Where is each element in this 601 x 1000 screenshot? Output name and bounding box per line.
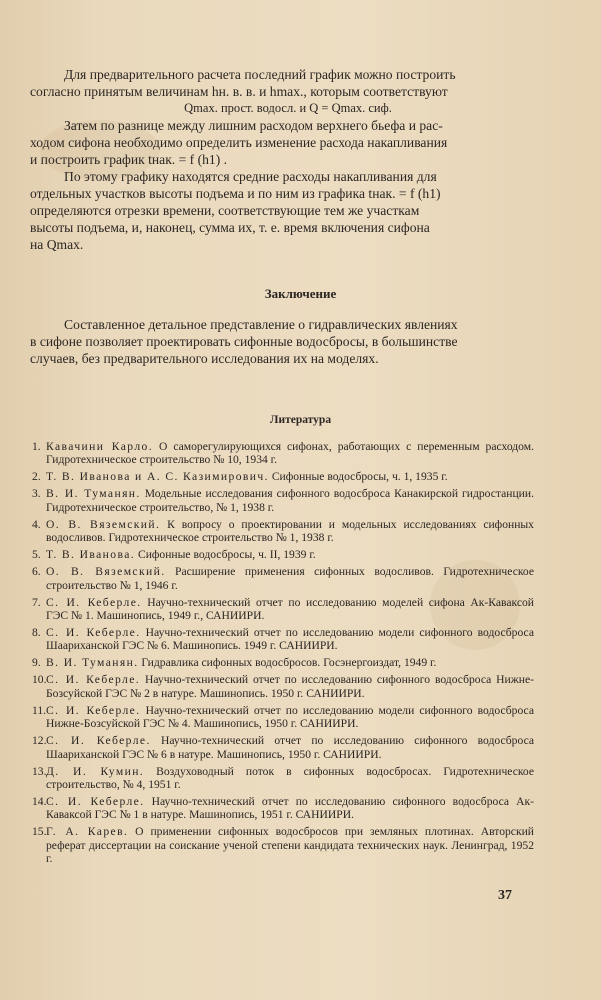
literature-item bbox=[32, 795, 534, 822]
literature-item-number: 3. bbox=[32, 487, 41, 501]
literature-item-author: Г. А. Карев. bbox=[46, 825, 129, 839]
literature-item-number: 14. bbox=[32, 795, 47, 809]
literature-item-number: 10. bbox=[32, 673, 47, 687]
literature-item-text bbox=[46, 673, 534, 700]
literature-item bbox=[32, 565, 534, 592]
intro-line: ходом сифона необходимо определить изменение расхода накапливания bbox=[30, 135, 448, 150]
literature-item-text bbox=[46, 518, 534, 545]
literature-item-author: С. И. Кеберле. bbox=[46, 703, 141, 717]
literature-item-body: Воздуховодный поток в сифонных водосбросах. Гидротехническое строительство, № 4, 1951 г. bbox=[46, 764, 535, 792]
literature-item-text bbox=[46, 795, 534, 822]
literature-item-text bbox=[46, 704, 534, 731]
literature-item-author: В. И. Туманян. bbox=[46, 487, 141, 501]
literature-item-number: 5. bbox=[32, 548, 41, 562]
literature-item-number: 8. bbox=[32, 626, 41, 640]
literature-list bbox=[32, 440, 534, 869]
literature-item-number: 1. bbox=[32, 440, 41, 453]
literature-item-body: Гидравлика сифонных водосбросов. Госэнергоиздат, 1949 г. bbox=[141, 656, 437, 670]
literature-item-number: 4. bbox=[32, 517, 41, 531]
literature-item-text bbox=[46, 548, 534, 561]
literature-item bbox=[32, 673, 534, 700]
literature-item-author: С. И. Кеберле. bbox=[46, 795, 145, 809]
literature-item bbox=[32, 596, 534, 623]
literature-item-number: 7. bbox=[32, 595, 41, 609]
literature-item-text bbox=[46, 440, 534, 467]
literature-item-body: Научно-технический отчет по исследованию модели сифонного водосброса Шаариханской ГЭС № 6. Машинопись. 1949 г. САНИИРИ. bbox=[46, 626, 534, 653]
literature-item-author: С. И. Кеберле. bbox=[46, 595, 142, 609]
literature-item bbox=[32, 487, 534, 514]
literature-item bbox=[32, 825, 534, 865]
intro-line: согласно принятым величинам hн. в. в. и hmax., которым соответствуют bbox=[30, 84, 448, 99]
literature-item-number: 9. bbox=[32, 656, 41, 670]
conclusion-line: в сифоне позволяет проектировать сифонные водосбросы, в большинстве bbox=[30, 334, 458, 349]
literature-item-number: 15. bbox=[32, 825, 47, 839]
literature-item bbox=[32, 734, 534, 761]
literature-item-number: 11. bbox=[32, 703, 47, 717]
literature-item-body: Модельные исследования сифонного водосброса Канакирской гидростанции. Гидротехническое строительство, № 1, 1938 г. bbox=[46, 487, 534, 514]
literature-item-text bbox=[46, 825, 534, 865]
conclusion-line: случаев, без предварительного исследования их на моделях. bbox=[30, 351, 379, 366]
literature-item-body: О саморегулирующихся сифонах, работающих с переменным расходом. Гидротехническое строительство № 10, 1934 г. bbox=[46, 440, 534, 467]
literature-item-body: Научно-технический отчет по исследованию сифонного водосброса Нижне-Бозсуйской ГЭС № 2 в натуре. Машинопись. 1950 г. САНИИРИ. bbox=[46, 673, 534, 700]
literature-item bbox=[32, 440, 534, 467]
literature-item-body: Научно-технический отчет по исследованию модели сифонного водосброса Нижне-Бозсуйской ГЭС № 4. Машинопись, 1950 г. САНИИРИ. bbox=[46, 703, 534, 731]
literature-item-body: Научно-технический отчет по исследованию моделей сифона Ак-Каваксой ГЭС № 1. Машинопись, 1949 г., САНИИРИ. bbox=[46, 595, 534, 623]
literature-item-body: Научно-технический отчет по исследованию сифонного водосброса Шаариханской ГЭС № 6 в натуре. Машинопись, 1950 г. САНИИРИ. bbox=[46, 734, 534, 761]
literature-item-author: С. И. Кеберле. bbox=[46, 673, 141, 687]
intro-line: высоты подъема, и, наконец, сумма их, т. е. время включения сифона bbox=[30, 220, 430, 235]
literature-item-number: 2. bbox=[32, 470, 41, 484]
literature-item-text bbox=[46, 626, 534, 653]
formula-line: Qmax. прост. водосл. и Q = Qmax. сиф. bbox=[184, 101, 392, 115]
literature-item-author: О. В. Вяземский. bbox=[46, 517, 161, 531]
literature-item-text bbox=[46, 734, 534, 761]
conclusion-heading: Заключение bbox=[264, 286, 337, 301]
literature-item-author: О. В. Вяземский. bbox=[46, 565, 166, 579]
literature-item bbox=[32, 656, 534, 669]
literature-item-text bbox=[46, 565, 534, 592]
literature-item bbox=[32, 518, 534, 545]
literature-item-body: Научно-технический отчет по исследованию сифонного водосброса Ак-Каваксой ГЭС № 1 в натуре. Машинопись, 1951 г. САНИИРИ. bbox=[46, 795, 534, 822]
literature-item-body: Сифонные водосбросы, ч. II, 1939 г. bbox=[137, 548, 316, 562]
literature-item-author: В. И. Туманян. bbox=[46, 656, 139, 670]
literature-item-author: Т. В. Иванова. bbox=[46, 548, 136, 562]
literature-item bbox=[32, 548, 534, 561]
literature-item-text bbox=[46, 487, 534, 514]
literature-item-number: 12. bbox=[32, 734, 47, 748]
literature-item-body: К вопросу о проектировании и модельных исследованиях сифонных водосливов. Гидротехническое строительство № 1, 1938 г. bbox=[46, 517, 534, 545]
intro-line: на Qmax. bbox=[30, 237, 84, 252]
intro-line: и построить график tнак. = f (h1) . bbox=[30, 152, 228, 167]
literature-item bbox=[32, 470, 534, 483]
literature-item-body: Сифонные водосбросы, ч. 1, 1935 г. bbox=[271, 470, 448, 484]
literature-item bbox=[32, 704, 534, 731]
literature-item-author: Т. В. Иванова и А. С. Казимирович. bbox=[46, 470, 269, 484]
literature-item-author: С. И. Кеберле. bbox=[46, 626, 141, 640]
literature-item-number: 13. bbox=[32, 764, 47, 778]
literature-item-body: О применении сифонных водосбросов при земляных плотинах. Авторский реферат диссертации на соискание ученой степени кандидата технических наук. Ленинград, 1952 г. bbox=[46, 825, 534, 866]
literature-item-author: С. И. Кеберле. bbox=[46, 734, 151, 748]
literature-item-author: Д. И. Кумин. bbox=[46, 764, 145, 778]
literature-item bbox=[32, 626, 534, 653]
intro-line: Для предварительного расчета последний график можно построить bbox=[64, 67, 456, 82]
literature-item-number: 6. bbox=[32, 565, 41, 579]
intro-line: По этому графику находятся средние расходы накапливания для bbox=[64, 169, 437, 184]
intro-line: Затем по разнице между лишним расходом верхнего бьефа и рас- bbox=[64, 118, 443, 133]
literature-item-text bbox=[46, 596, 534, 623]
literature-item-text bbox=[46, 765, 534, 792]
literature-item bbox=[32, 765, 534, 792]
page-number: 37 bbox=[498, 888, 512, 903]
conclusion-block bbox=[30, 316, 532, 367]
intro-line: определяются отрезки времени, соответствующие тем же участкам bbox=[30, 203, 420, 218]
intro-line: отдельных участков высоты подъема и по ним из графика tнак. = f (h1) bbox=[30, 186, 441, 201]
literature-heading: Литература bbox=[269, 414, 332, 426]
literature-item-author: Кавачини Карло. bbox=[46, 440, 153, 453]
literature-item-text bbox=[46, 470, 534, 483]
conclusion-line: Составленное детальное представление о гидравлических явлениях bbox=[64, 317, 458, 332]
literature-item-text bbox=[46, 656, 534, 669]
intro-block bbox=[30, 66, 532, 253]
literature-item-body: Расширение применения сифонных водосливов. Гидротехническое строительство № 1, 1946 г. bbox=[46, 565, 534, 592]
